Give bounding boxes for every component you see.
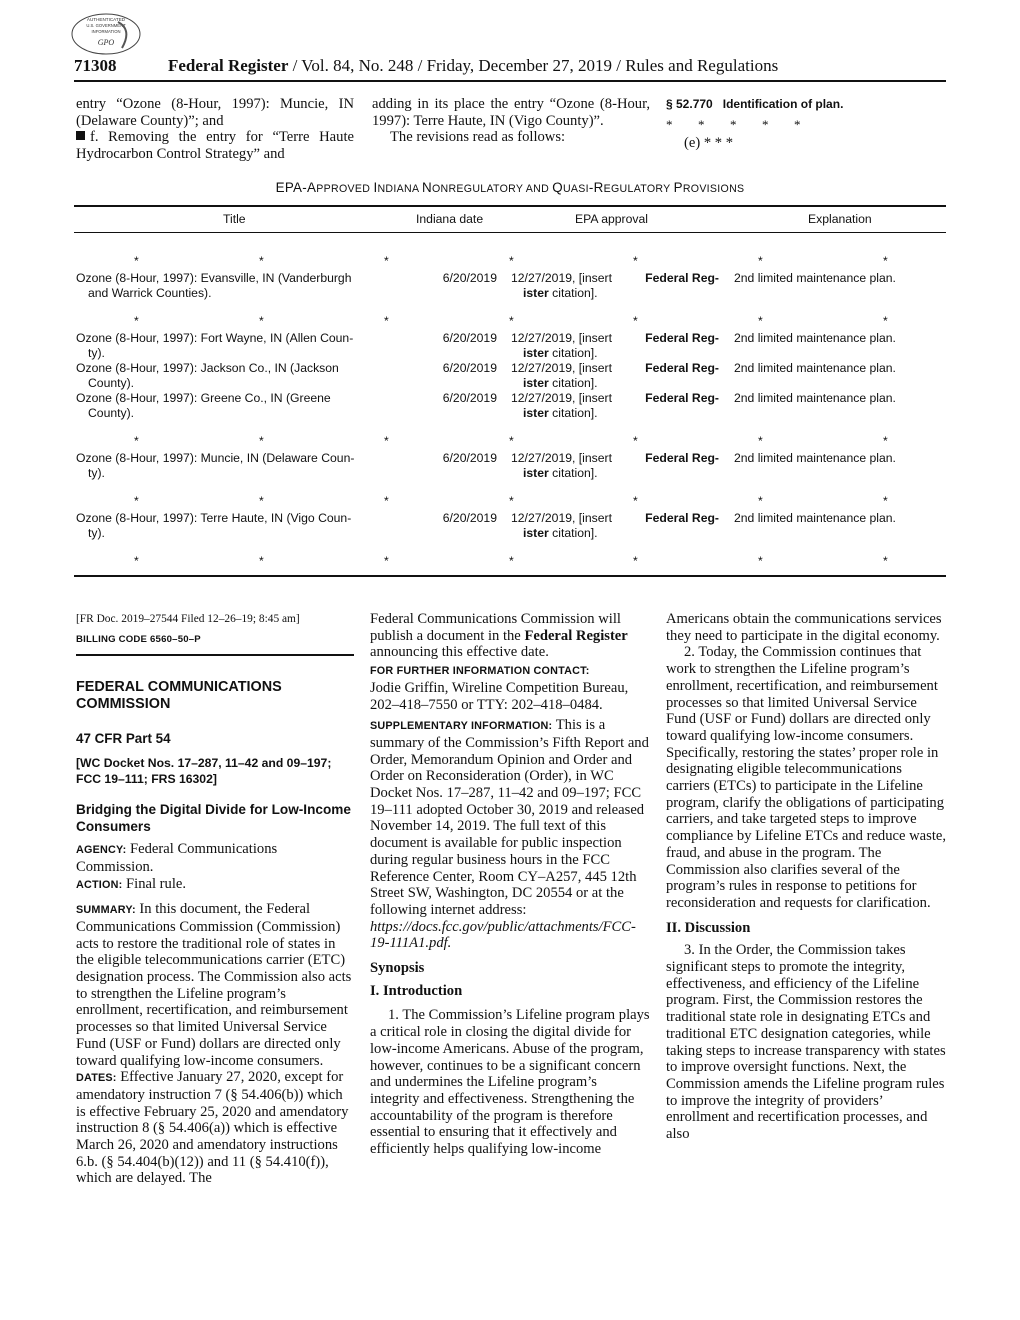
star: * [509,554,514,568]
table-row-date: 6/20/2019 [442,271,497,285]
epa-date: 12/27/2019, [insert [511,391,612,405]
running-head [168,56,778,76]
action-label: ACTION: [76,878,123,891]
dates-text: Effective January 27, 2020, except for amendatory instruction 7 (§ 54.406(b)) which is effective February 25, 2020 and amendatory instruction 8 (§ 54.406(a)) which is effective March 26, 2020 and amendatory instructions 6.b. (§ 54.404(b)(12)) and 11 (§ 54.410(f)), which are delayed. The [76,1069,349,1187]
table-star-line [74,494,946,509]
star: * [883,434,888,448]
header-rule [74,80,946,82]
star: * [666,116,673,132]
star: * [633,554,638,568]
billing-code: BILLING CODE 6560–50–P [76,633,201,645]
title-line: Ozone (8-Hour, 1997): Terre Haute, IN (Vigo Coun- [76,511,352,525]
table-row-date: 6/20/2019 [442,451,497,465]
agency-label: AGENCY: [76,844,127,857]
note-text: Federal Communications Commission will publish a document in the [370,611,621,644]
star: * [259,554,264,568]
dates-label: DATES: [76,1072,117,1085]
table-row-title [76,271,394,301]
table-row-title [76,331,394,361]
summary-text: In this document, the Federal Communications Commission (Commission) acts to restore the traditional role of states in the eligible telecommunications carrier (ETC) designation process. The Commission also acts to strengthen the Lifeline program’s enrollment, recertification, and reimbursement processes so that limited Universal Service Fund (USF or Fund) dollars are directed only toward qualifying low-income consumers. [76,901,352,1069]
contact-text: Jodie Griffin, Wireline Competition Bureau, 202–418–7550 or TTY: 202–418–0484. [370,679,629,713]
title-part: N [421,180,432,195]
epa-fr-cont: ister [523,526,549,540]
table-star-line [74,434,946,449]
star: * [730,116,737,132]
star: * [134,494,139,508]
star: * [883,494,888,508]
epa-date: 12/27/2019, [insert [511,451,612,465]
epa-fr-cont: ister [523,376,549,390]
column-header-title: Title [223,212,246,226]
table-row-title [76,361,394,391]
title-part: Q [552,180,563,195]
table-star-line [74,254,946,269]
star: * [384,494,389,508]
instruction-e-text: entry “Ozone (8-Hour, 1997): Muncie, IN (Delaware County)”; and [76,96,354,129]
paragraph-1: 1. The Commission’s Lifeline program plays a critical role in closing the digital divide for low-income Americans. Abuse of the program, however, continues to be a significant concern and undermines the Lifeline program’s integrity and effectiveness. Strengthening the accountability of the program is therefore essential to ensuring that it effectively and efficiently helps qualifying low-income [370,1007,650,1158]
table-row-date: 6/20/2019 [442,511,497,525]
star: * [758,314,763,328]
gpo-authentication-logo [70,12,142,56]
table-row-title [76,391,394,421]
table-star-line [74,554,946,569]
star: * [259,494,264,508]
epa-citation: citation]. [548,346,598,360]
star: * [758,494,763,508]
star: * [758,254,763,268]
title-line: Ozone (8-Hour, 1997): Muncie, IN (Delaware Coun- [76,451,355,465]
table-row-explanation: 2nd limited maintenance plan. [734,361,896,375]
epa-citation: citation]. [548,406,598,420]
agency-field [76,841,354,875]
star: * [633,494,638,508]
table-star-line [74,314,946,329]
table-row-explanation: 2nd limited maintenance plan. [734,451,896,465]
top-column-2 [372,96,650,146]
table-top-rule [74,205,946,207]
epa-date: 12/27/2019, [insert [511,511,612,525]
star: * [633,434,638,448]
revisions-note: The revisions read as follows: [390,129,566,146]
table-row-date: 6/20/2019 [442,331,497,345]
summary-field [76,901,354,1069]
svg-text:U.S. GOVERNMENT: U.S. GOVERNMENT [86,23,126,28]
column-header-explanation: Explanation [808,212,872,226]
paragraph-3: 3. In the Order, the Commission takes significant steps to promote the integrity, effectiveness, and efficiency of the Lifeline program. First, the Commission restores the traditional state role in designating ETCs and traditional ETC designation categories, while taking steps to increase transparency with states to improve oversight functions. Next, the Commission amends the Lifeline program rules to improve the integrity of providers’ enrollment and recertification processes, and also [666,942,946,1143]
paragraph-1-continued: Americans obtain the communications services they need to participate in the digital economy. [666,611,942,644]
table-row-date: 6/20/2019 [442,361,497,375]
note-text: announcing this effective date. [370,644,549,661]
title-line: County). [88,406,135,420]
star: * [758,554,763,568]
title-part: UASI [562,183,589,195]
action-field [76,876,354,894]
billing-rule [76,654,354,656]
epa-fr: Federal Reg- [645,361,719,375]
dates-field [76,1069,354,1187]
table-row-title [76,451,394,481]
page-number: 71308 [74,56,117,75]
star: * [384,254,389,268]
star: * [762,116,769,132]
title-line: Ozone (8-Hour, 1997): Fort Wayne, IN (Allen Coun- [76,331,354,345]
star: * [259,254,264,268]
epa-citation: citation]. [548,466,598,480]
table-row-epa-approval [511,331,719,361]
title-part: I [373,180,378,195]
svg-text:INFORMATION: INFORMATION [91,29,121,34]
title-line: Ozone (8-Hour, 1997): Greene Co., IN (Greene [76,391,331,405]
table-row-date: 6/20/2019 [442,391,497,405]
agency-text: Federal Communications Commission. [76,841,278,875]
star: * [794,116,801,132]
epa-date: 12/27/2019, [insert [511,331,612,345]
title-line: and Warrick Counties). [88,286,212,300]
star: * [509,434,514,448]
epa-fr-cont: ister [523,406,549,420]
top-column-3 [666,96,946,152]
note-bold: Federal Register [524,627,628,644]
table-bottom-rule [74,575,946,577]
star: * [384,434,389,448]
effective-date-note [370,611,650,661]
star: * [134,254,139,268]
omission-stars [666,117,946,134]
section-heading [666,96,946,113]
table-row-explanation: 2nd limited maintenance plan. [734,391,896,405]
top-column-1 [76,96,354,163]
star: * [384,314,389,328]
epa-fr: Federal Reg- [645,271,719,285]
star: * [509,494,514,508]
epa-fr-cont: ister [523,286,549,300]
table-row-epa-approval [511,451,719,481]
star: * [883,254,888,268]
column-header-indiana-date: Indiana date [416,212,484,226]
title-line: Ozone (8-Hour, 1997): Jackson Co., IN (Jackson [76,361,339,375]
epa-date: 12/27/2019, [insert [511,361,612,375]
docket-numbers: [WC Docket Nos. 17–287, 11–42 and 09–197; FCC 19–111; FRS 16302] [76,756,332,786]
star: * [633,314,638,328]
issue-line: / Vol. 84, No. 248 / Friday, December 27, 2019 / Rules and Regulations [288,56,779,75]
epa-fr-cont: ister [523,466,549,480]
epa-fr: Federal Reg- [645,511,719,525]
section-number: § 52.770 [666,97,713,111]
star: * [758,434,763,448]
summary-label: SUMMARY: [76,904,136,917]
agency-heading: FEDERAL COMMUNICATIONS COMMISSION [76,679,282,713]
paragraph-2: 2. Today, the Commission continues that work to strengthen the Lifeline program’s enrollment, recertification, and reimbursement processes so that limited Universal Service Fund (USF or Fund) dollars are directed only toward qualifying low-income consumers. Specifically, restoring the states’ proper role in designating eligible telecommunications carriers (ETCs) to participate in the Lifeline program, clarify the obligations of participating carriers, and take targeted steps to improve compliance by Lifeline ETCs and reduce waste, fraud, and abuse in the program. The Commission also clarifies several of the program’s rules in response to petitions for reconsideration and requests for clarification. [666,644,947,911]
table-header-rule [74,232,946,233]
paragraph-e: (e) * * * [684,135,734,152]
star: * [883,314,888,328]
lower-column-1 [76,611,354,1187]
epa-fr: Federal Reg- [645,391,719,405]
publication-name: Federal Register [168,56,289,75]
star: * [509,254,514,268]
supp-text: This is a summary of the Commission’s Fifth Report and Order, Memorandum Opinion and Order and Order on Reconsideration (Order), in WC Docket Nos. 17–287, 11–42 and 09–197; FCC 19–111 adopted October 30, 2019 and released November 14, 2019. The full text of this document is available for public inspection during regular business hours in the FCC Reference Center, Room CY–A257, 445 12th Street SW, Washington, DC 20554 or at the following internet address: [370,717,649,918]
title-part: ROVISIONS [682,183,745,195]
bullet-square-icon [76,131,85,140]
contact-label: FOR FURTHER INFORMATION CONTACT: [370,665,590,678]
fcc-document-link[interactable]: https://docs.fcc.gov/public/attachments/FCC-19-111A1.pdf. [370,918,636,952]
instruction-f [76,129,354,162]
epa-citation: citation]. [548,286,598,300]
epa-fr-cont: ister [523,346,549,360]
epa-fr: Federal Reg- [645,331,719,345]
epa-citation: citation]. [548,376,598,390]
table-row-explanation: 2nd limited maintenance plan. [734,511,896,525]
table-row-epa-approval [511,511,719,541]
table-row-explanation: 2nd limited maintenance plan. [734,271,896,285]
section-title: Identification of plan. [722,97,844,111]
title-part: -R [588,180,604,195]
column-header-epa-approval: EPA approval [575,212,648,226]
title-part: EPA-A [275,180,317,195]
instruction-f-text: f. Removing the entry for “Terre Haute Hydrocarbon Control Strategy” and [76,129,354,163]
table-row-title [76,511,394,541]
svg-text:AUTHENTICATED: AUTHENTICATED [86,17,126,22]
star: * [698,116,705,132]
fr-doc-line: [FR Doc. 2019–27544 Filed 12–26–19; 8:45 am] [76,613,300,625]
title-line: County). [88,376,135,390]
star: * [259,314,264,328]
star: * [883,554,888,568]
title-part: EGULATORY [603,183,674,195]
lower-column-3 [666,611,946,1143]
lower-column-2 [370,611,650,1158]
title-part: ONREGULATORY AND [431,183,553,195]
star: * [633,254,638,268]
star: * [134,314,139,328]
title-part: PPROVED [316,183,374,195]
title-part: NDIANA [377,183,422,195]
epa-citation: citation]. [548,526,598,540]
synopsis-heading: Synopsis [370,960,425,977]
supplementary-field [370,717,650,952]
table-row-explanation: 2nd limited maintenance plan. [734,331,896,345]
cfr-part: 47 CFR Part 54 [76,731,171,747]
introduction-heading: I. Introduction [370,982,463,999]
discussion-heading: II. Discussion [666,919,751,936]
table-row-epa-approval [511,391,719,421]
title-line: Ozone (8-Hour, 1997): Evansville, IN (Vanderburgh [76,271,352,285]
table-row-epa-approval [511,271,719,301]
svg-text:GPO: GPO [97,38,115,47]
table-title [74,180,946,195]
star: * [259,434,264,448]
star: * [509,314,514,328]
star: * [134,434,139,448]
title-line: ty). [88,466,105,480]
star: * [384,554,389,568]
title-part: P [673,180,683,195]
action-text: Final rule. [122,875,187,892]
supp-label: SUPPLEMENTARY INFORMATION: [370,720,553,733]
title-line: ty). [88,526,105,540]
epa-fr: Federal Reg- [645,451,719,465]
star: * [134,554,139,568]
rule-subject: Bridging the Digital Divide for Low-Income Consumers [76,802,351,835]
table-row-epa-approval [511,361,719,391]
instruction-continuation: adding in its place the entry “Ozone (8-Hour, 1997): Terre Haute, IN (Vigo County)”. [372,96,650,129]
title-line: ty). [88,346,105,360]
epa-date: 12/27/2019, [insert [511,271,612,285]
